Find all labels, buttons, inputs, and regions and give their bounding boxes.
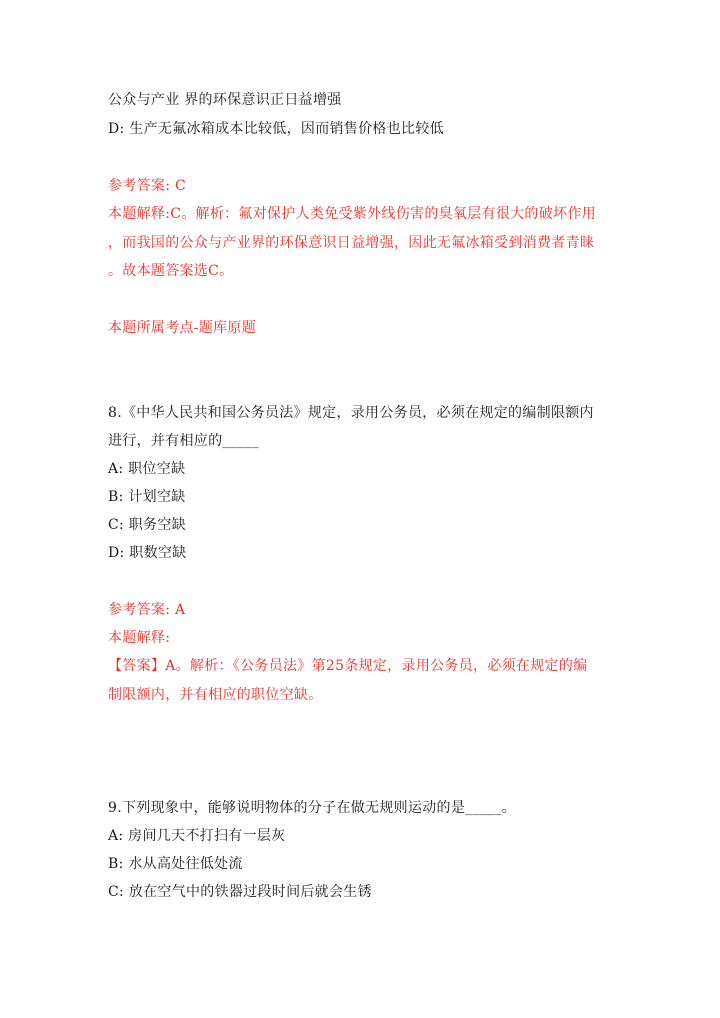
q8-stem-line-2: 进行，并有相应的_____ (108, 433, 259, 449)
q8-stem-line-1: 8.《中华人民共和国公务员法》规定，录用公务员，必须在规定的编制限额内 (108, 405, 594, 421)
prev-answer: 参考答案: C (108, 178, 186, 194)
q8-option-c: C: 职务空缺 (108, 517, 186, 533)
q8-explanation-line-1: 【答案】A。解析：《公务员法》第25条规定，录用公务员，必须在规定的编 (108, 658, 588, 674)
prev-explanation-line-2: ，而我国的公众与产业界的环保意识日益增强，因此无氟冰箱受到消费者青睐 (108, 235, 595, 251)
prev-explanation-line-1: 本题解释:C。解析：氟对保护人类免受紫外线伤害的臭氧层有很大的破坏作用 (108, 206, 596, 222)
q9-stem: 9.下列现象中，能够说明物体的分子在做无规则运动的是_____。 (108, 800, 516, 816)
q8-explanation-line-2: 制限额内，并有相应的职位空缺。 (108, 687, 323, 703)
q8-option-a: A: 职位空缺 (108, 461, 186, 477)
q9-option-a: A: 房间几天不打扫有一层灰 (108, 828, 286, 844)
q8-explanation-label: 本题解释: (108, 630, 171, 646)
q9-option-c: C: 放在空气中的铁器过段时间后就会生锈 (108, 884, 372, 900)
prev-option-d: D: 生产无氟冰箱成本比较低，因而销售价格也比较低 (108, 121, 444, 137)
prev-explanation-line-3: 。故本题答案选C。 (108, 263, 234, 279)
q8-answer: 参考答案: A (108, 602, 186, 618)
q8-option-d: D: 职数空缺 (108, 545, 187, 561)
prev-source-note: 本题所属考点-题库原题 (108, 320, 257, 336)
prev-option-c-continued: 公众与产业 界的环保意识正日益增强 (108, 92, 342, 108)
q9-option-b: B: 水从高处往低处流 (108, 856, 243, 872)
q8-option-b: B: 计划空缺 (108, 489, 186, 505)
